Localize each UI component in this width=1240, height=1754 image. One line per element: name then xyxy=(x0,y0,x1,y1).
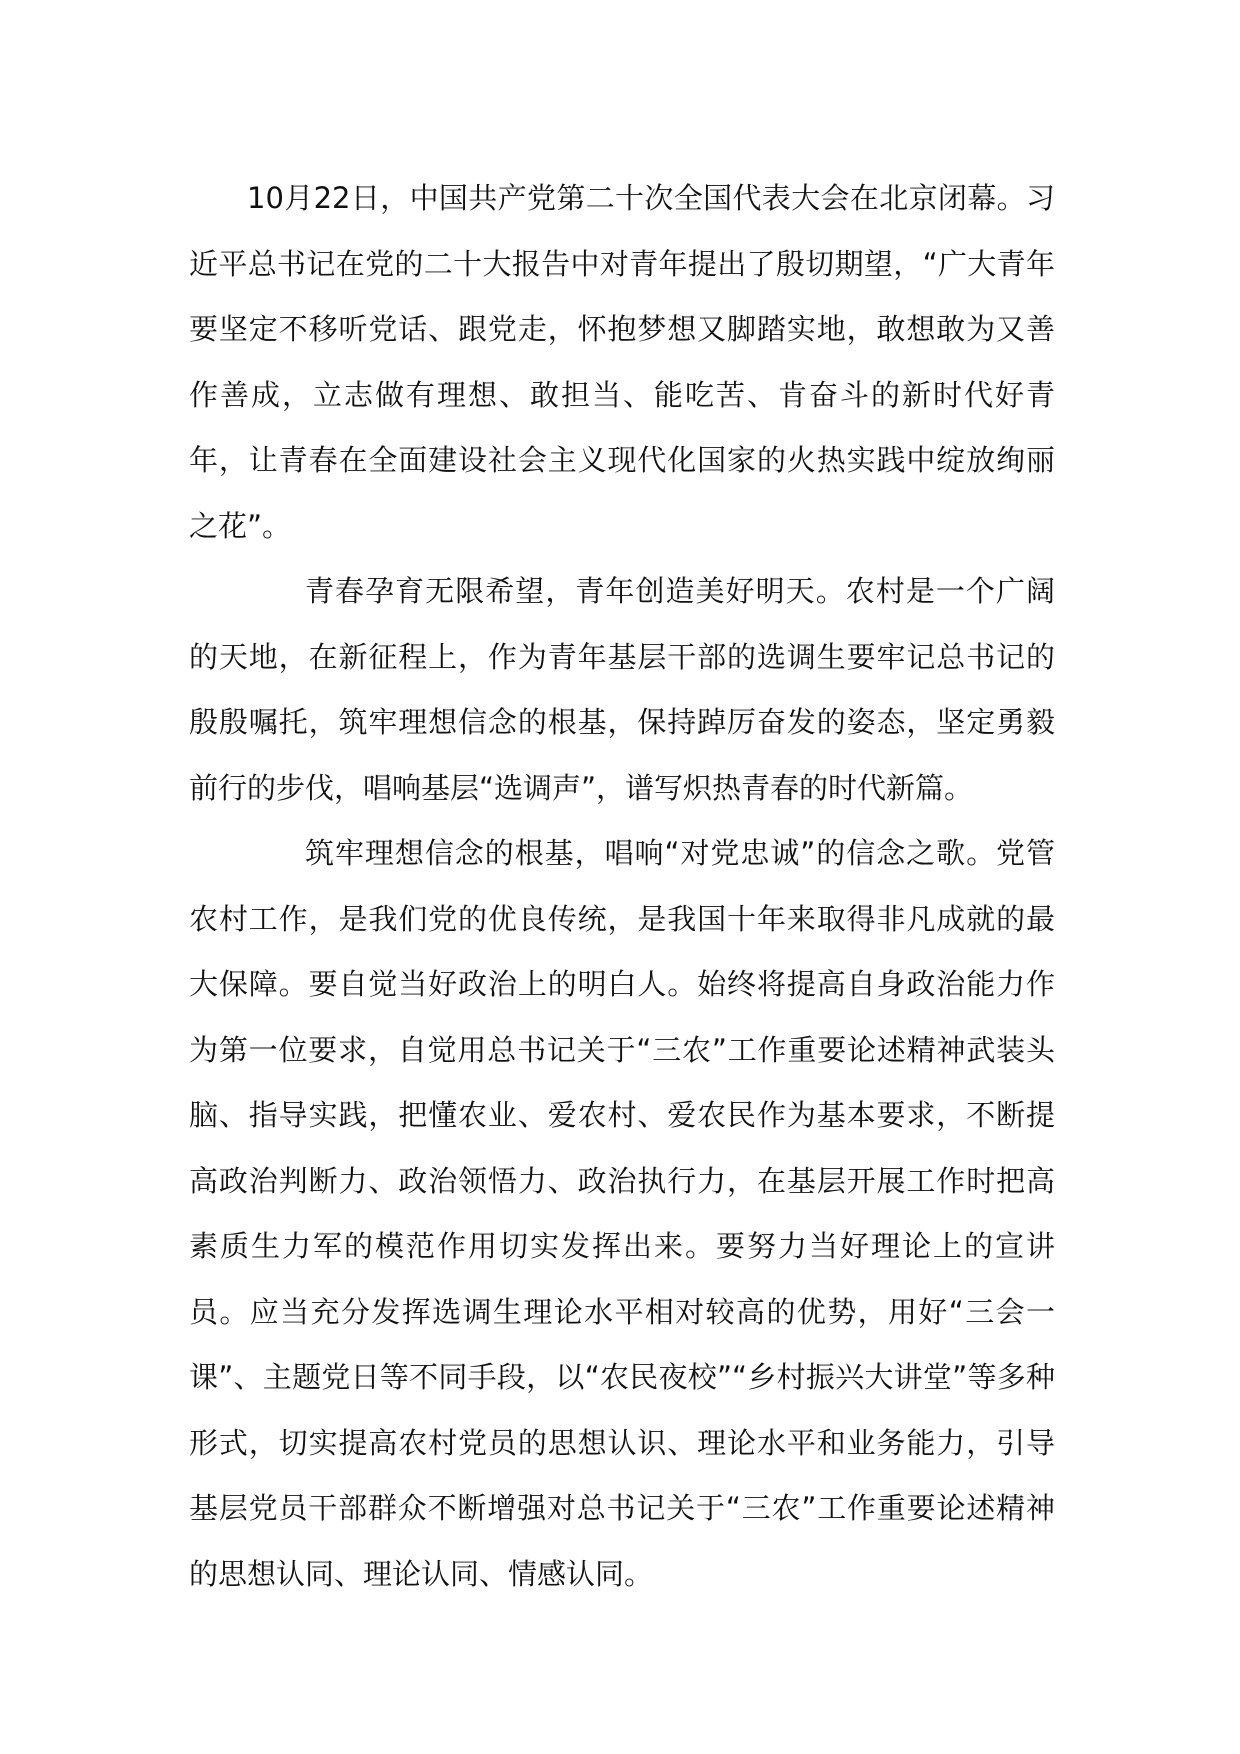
paragraph-2: 青春孕育无限希望，青年创造美好明天。农村是一个广阔的天地，在新征程上，作为青年基层干部的选调生要牢记总书记的殷殷嘱托，筑牢理想信念的根基，保持踔厉奋发的姿态，坚定勇毅前行的步伐，唱响基层“选调声”，谱写炽热青春的时代新篇。 xyxy=(189,574,1055,805)
paragraph-3: 筑牢理想信念的根基，唱响“对党忠诚”的信念之歌。党管农村工作，是我们党的优良传统，是我国十年来取得非凡成就的最大保障。要自觉当好政治上的明白人。始终将提高自身政治能力作为第一位要求，自觉用总书记关于“三农”工作重要论述精神武装头脑、指导实践，把懂农业、爱农村、爱农民作为基本要求，不断提高政治判断力、政治领悟力、政治执行力，在基层开展工作时把高素质生力军的模范作用切实发挥出来。要努力当好理论上的宣讲员。应当充分发挥选调生理论水平相对较高的优势，用好“三会一课”、主题党日等不同手段，以“农民夜校”“乡村振兴大讲堂”等多种形式，切实提高农村党员的思想认识、理论水平和业务能力，引导基层党员干部群众不断增强对总书记关于“三农”工作重要论述精神的思想认同、理论认同、情感认同。 xyxy=(189,836,1055,1591)
document-body xyxy=(189,166,1055,1607)
paragraph-1: 10月22日，中国共产党第二十次全国代表大会在北京闭幕。习近平总书记在党的二十大报告中对青年提出了殷切期望，“广大青年要坚定不移听党话、跟党走，怀抱梦想又脚踏实地，敢想敢为又善作善成，立志做有理想、敢担当、能吃苦、肯奋斗的新时代好青年，让青春在全面建设社会主义现代化国家的火热实践中绽放绚丽之花”。 xyxy=(189,181,1055,543)
